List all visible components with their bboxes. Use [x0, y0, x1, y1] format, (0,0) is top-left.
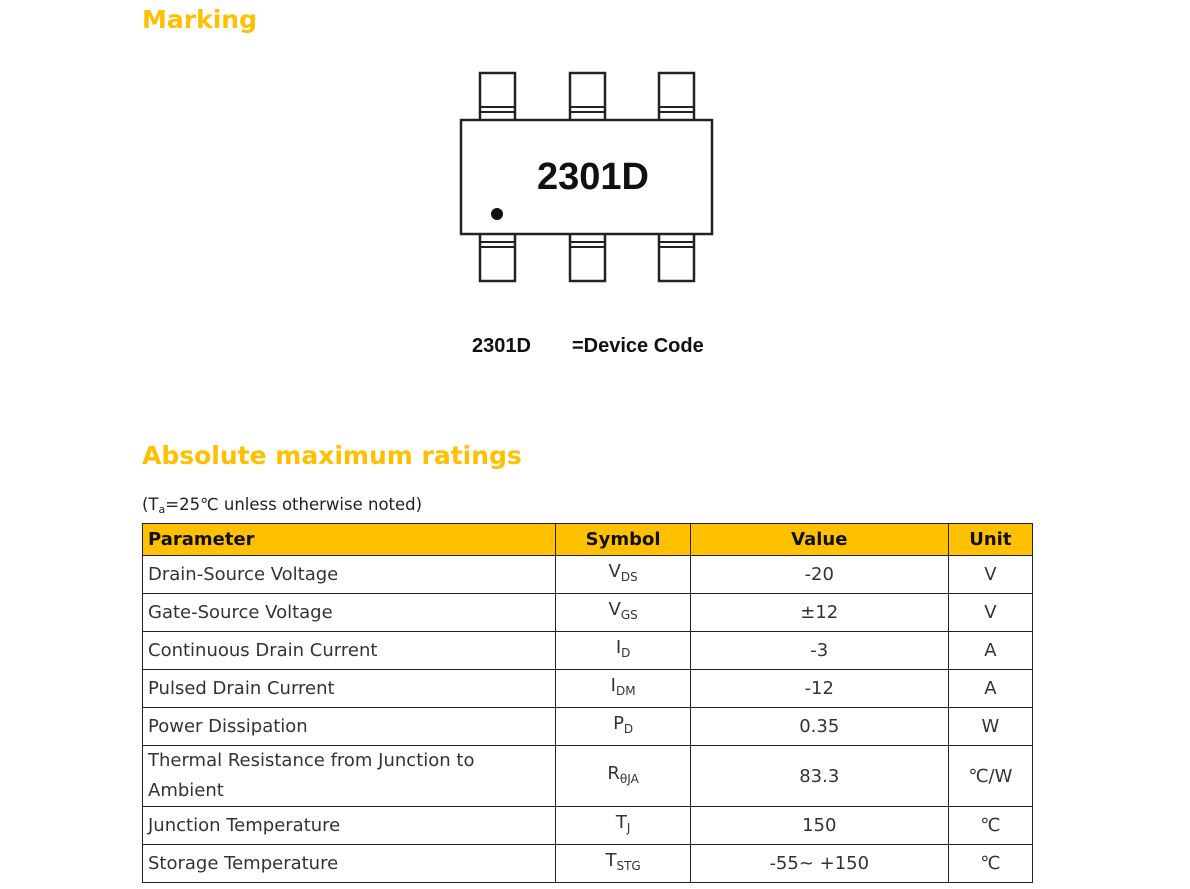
unit-cell: ℃ — [948, 807, 1032, 845]
ratings-condition-note: ($T_a=25℃$ unless otherwise noted) — [142, 495, 423, 516]
pin-bottom-2 — [570, 233, 605, 281]
symbol-cell: $I_D$ — [556, 632, 690, 670]
value-cell: ±12 — [690, 594, 948, 632]
parameter-cell: Thermal Resistance from Junction to Ambient — [143, 746, 556, 807]
table-row — [143, 594, 1033, 632]
top-pins — [480, 73, 694, 121]
value-cell: 83.3 — [690, 746, 948, 807]
value-cell: 150 — [690, 807, 948, 845]
table-row — [143, 746, 1033, 807]
symbol-cell: $P_D$ — [556, 708, 690, 746]
pin1-indicator-dot — [491, 208, 503, 220]
value-cell: -55~ +150 — [690, 845, 948, 883]
unit-cell: A — [948, 632, 1032, 670]
pin-top-3 — [659, 73, 694, 121]
symbol-cell: $T_{STG}$ — [556, 845, 690, 883]
pin-top-1 — [480, 73, 515, 121]
symbol-cell: $V_{DS}$ — [556, 556, 690, 594]
marking-legend — [472, 335, 704, 358]
header-symbol: Symbol — [556, 524, 690, 556]
table-row — [143, 708, 1033, 746]
sot23-6-package-diagram — [455, 68, 720, 288]
parameter-cell: Junction Temperature — [143, 807, 556, 845]
ratings-heading: Absolute maximum ratings — [142, 441, 522, 470]
symbol-cell: $T_J$ — [556, 807, 690, 845]
unit-cell: A — [948, 670, 1032, 708]
table-row — [143, 632, 1033, 670]
parameter-cell: Pulsed Drain Current — [143, 670, 556, 708]
absolute-max-ratings-table — [142, 523, 1033, 883]
bottom-pins — [480, 233, 694, 281]
value-cell: -3 — [690, 632, 948, 670]
symbol-cell: $I_{DM}$ — [556, 670, 690, 708]
parameter-cell: Drain-Source Voltage — [143, 556, 556, 594]
legend-code: 2301D — [472, 335, 531, 357]
table-row — [143, 807, 1033, 845]
symbol-cell: $V_{GS}$ — [556, 594, 690, 632]
value-cell: -12 — [690, 670, 948, 708]
parameter-cell: Continuous Drain Current — [143, 632, 556, 670]
parameter-cell: Power Dissipation — [143, 708, 556, 746]
pin-bottom-1 — [480, 233, 515, 281]
symbol-cell: $R_{\theta JA}$ — [556, 746, 690, 807]
parameter-cell: Gate-Source Voltage — [143, 594, 556, 632]
header-unit: Unit — [948, 524, 1032, 556]
header-value: Value — [690, 524, 948, 556]
table-row — [143, 845, 1033, 883]
table-header-row — [143, 524, 1033, 556]
unit-cell: W — [948, 708, 1032, 746]
pin-bottom-3 — [659, 233, 694, 281]
pin-top-2 — [570, 73, 605, 121]
unit-cell: ℃ — [948, 845, 1032, 883]
value-cell: 0.35 — [690, 708, 948, 746]
marking-heading: Marking — [142, 5, 257, 34]
legend-text: =Device Code — [572, 335, 704, 357]
table-row — [143, 556, 1033, 594]
chip-marking-code: 2301D — [537, 156, 649, 198]
header-parameter: Parameter — [143, 524, 556, 556]
table-row — [143, 670, 1033, 708]
unit-cell: V — [948, 556, 1032, 594]
parameter-cell: Storage Temperature — [143, 845, 556, 883]
unit-cell: V — [948, 594, 1032, 632]
unit-cell: ℃/W — [948, 746, 1032, 807]
value-cell: -20 — [690, 556, 948, 594]
